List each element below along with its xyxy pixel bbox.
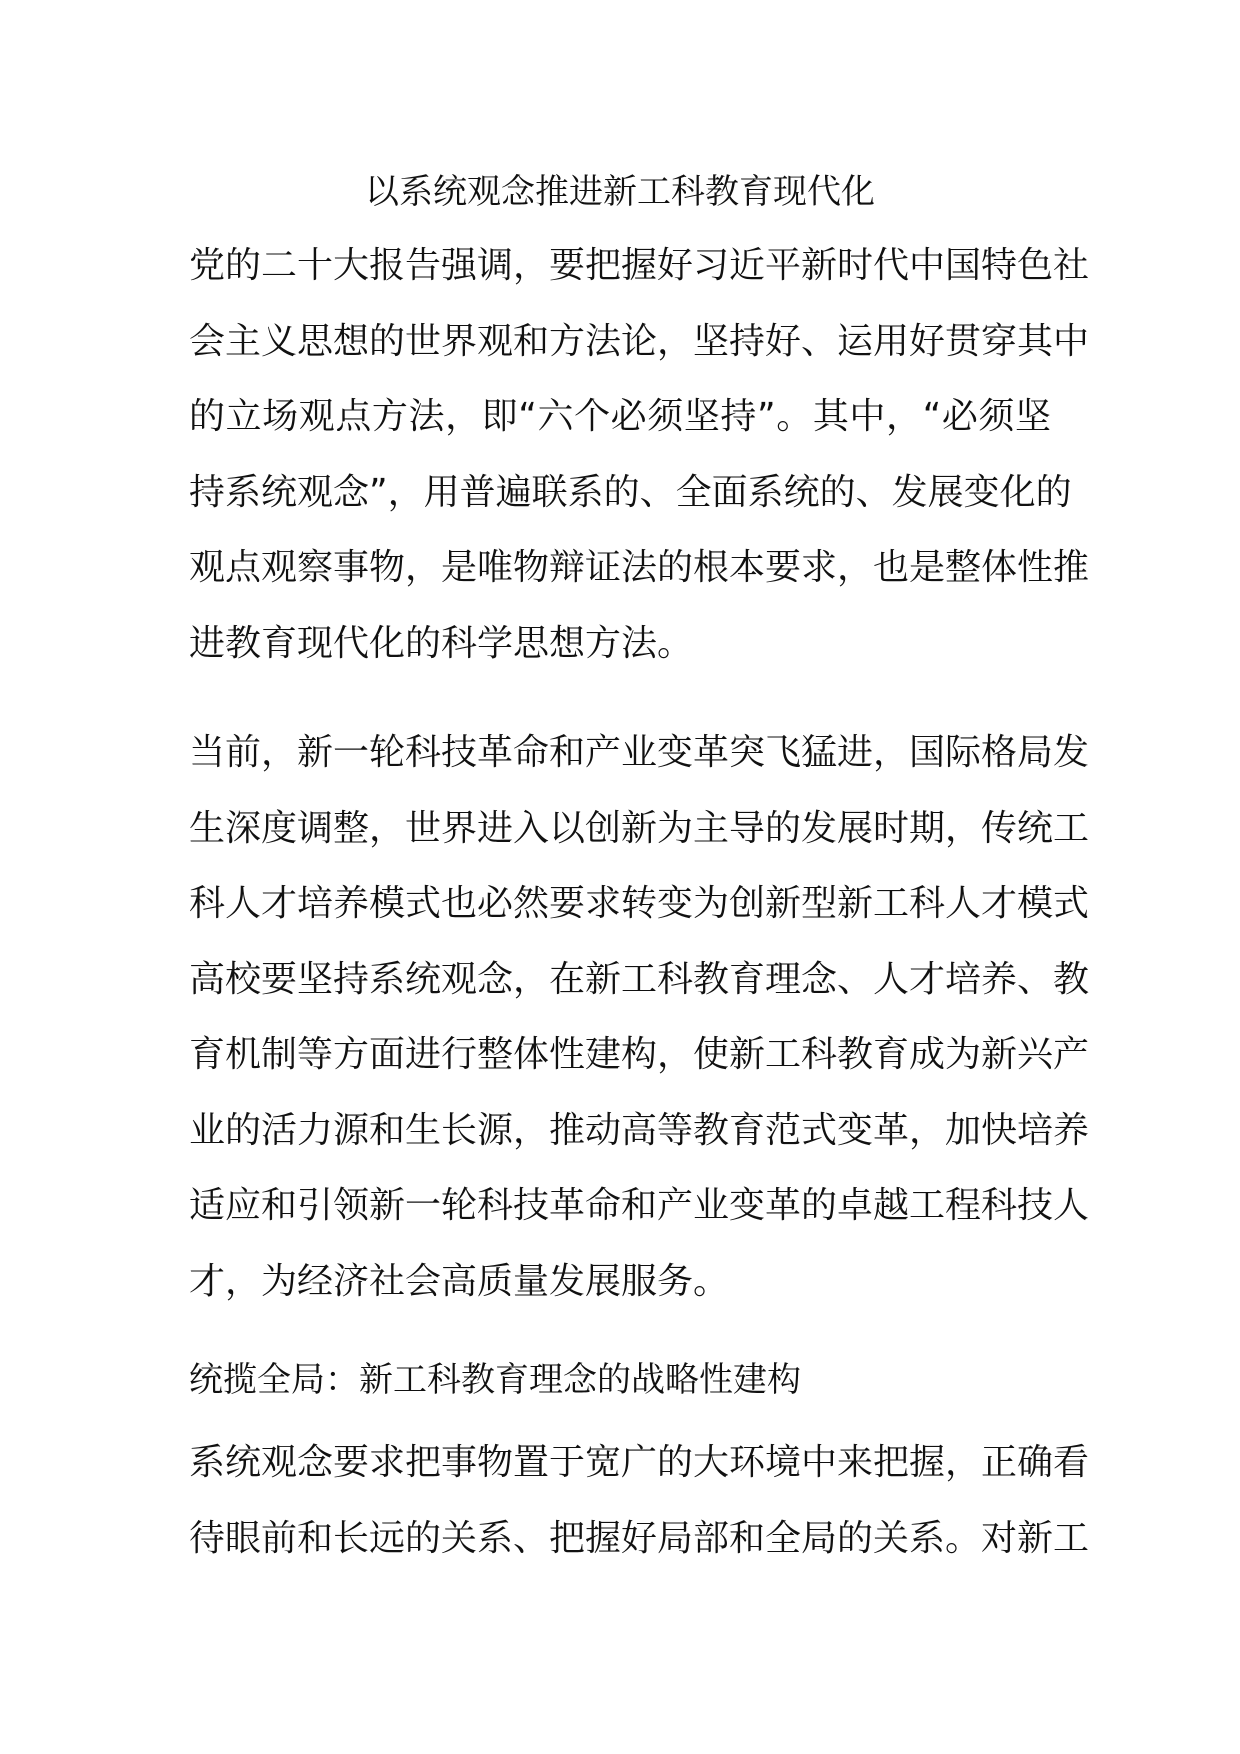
paragraph-line: 党的二十大报告强调，要把握好习近平新时代中国特色社: [189, 245, 1090, 286]
paragraph-line: 才，为经济社会高质量发展服务。: [189, 1260, 730, 1302]
paragraph-line: 当前，新一轮科技革命和产业变革突飞猛进，国际格局发: [189, 732, 1090, 773]
paragraph-line: 业的活力源和生长源，推动高等教育范式变革，加快培养: [189, 1109, 1090, 1151]
paragraph-line: 生深度调整，世界进入以创新为主导的发展时期，传统工: [189, 807, 1090, 849]
paragraph-system-view: [189, 1425, 1090, 1576]
document-title: 以系统观念推进新工科教育现代化: [365, 172, 875, 212]
paragraph-line: 系统观念要求把事物置于宽广的大环境中来把握，正确看: [189, 1442, 1090, 1483]
paragraph-line: 科人才培养模式也必然要求转变为创新型新工科人才模式: [189, 883, 1090, 924]
paragraph-intro: [189, 228, 1090, 681]
paragraph-line: 高校要坚持系统观念，在新工科教育理念、人才培养、教: [189, 958, 1090, 1000]
paragraph-context: [189, 715, 1090, 1319]
paragraph-line: 观点观察事物，是唯物辩证法的根本要求，也是整体性推: [189, 547, 1090, 588]
paragraph-line: 待眼前和长远的关系、把握好局部和全局的关系。对新工: [189, 1517, 1090, 1559]
paragraph-line: 会主义思想的世界观和方法论，坚持好、运用好贯穿其中: [189, 320, 1090, 362]
paragraph-line: 的立场观点方法，即“六个必须坚持”。其中，“必须坚: [189, 396, 1051, 437]
paragraph-line: 适应和引领新一轮科技革命和产业变革的卓越工程科技人: [189, 1185, 1090, 1226]
paragraph-line: 进教育现代化的科学思想方法。: [189, 622, 694, 664]
paragraph-line: 育机制等方面进行整体性建构，使新工科教育成为新兴产: [189, 1034, 1090, 1075]
section-heading: 统揽全局：新工科教育理念的战略性建构: [189, 1360, 801, 1400]
paragraph-line: 持系统观念”，用普遍联系的、全面系统的、发展变化的: [189, 471, 1072, 513]
